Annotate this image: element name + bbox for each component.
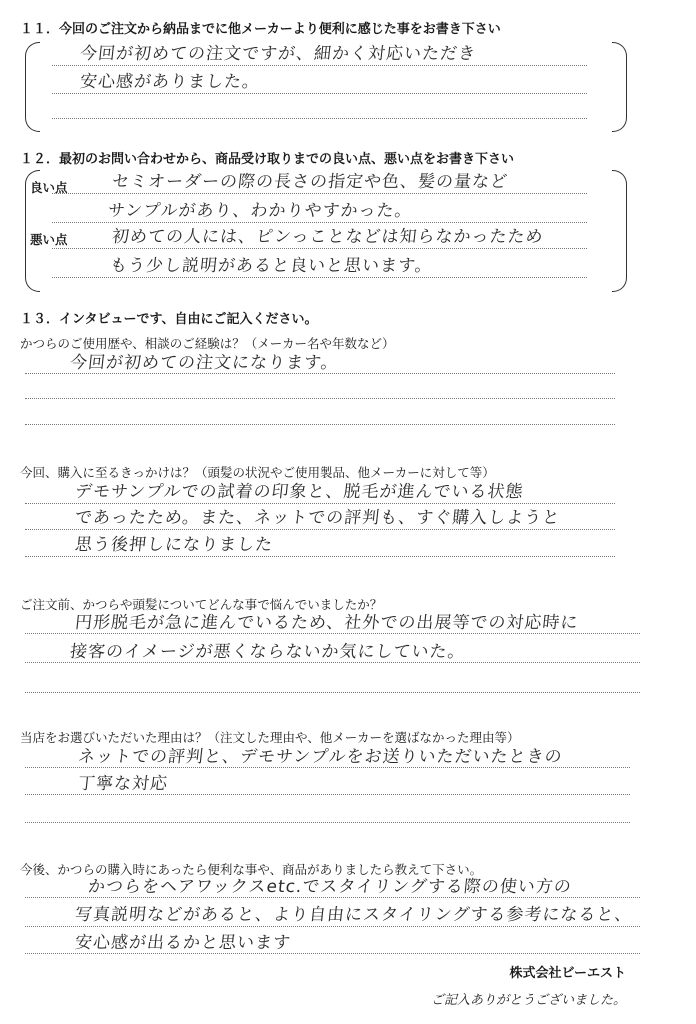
q11-answer-line-2: 安心感がありました。: [79, 72, 262, 92]
answer-line: [52, 193, 587, 194]
company-name: 株式会社ビーエスト: [509, 966, 626, 981]
answer-line: [25, 398, 615, 399]
answer-line: [52, 248, 587, 249]
answer-line: [25, 424, 615, 425]
answer-line: [25, 529, 615, 530]
answer-line: [52, 118, 587, 119]
answer-line: [52, 93, 587, 94]
answer-line: [25, 503, 615, 504]
q13-answer-4-line-1: ネットでの評判と、デモサンプルをお送りいただいたときの: [77, 747, 564, 767]
q11-heading: １１．今回のご注文から納品までに他メーカーより便利に感じた事をお書き下さい: [20, 22, 501, 37]
q12-bad-line-2: もう少し説明があると良いと思います。: [109, 256, 434, 276]
left-bracket: [25, 42, 40, 132]
q13-answer-1-line-1: 今回が初めての注文になります。: [69, 353, 340, 373]
q12-bad-line-1: 初めての人には、ピンっことなどは知らなかったため: [111, 227, 545, 247]
answer-line: [25, 897, 640, 898]
answer-line: [25, 662, 640, 663]
q13-answer-2-line-2: であったため。また、ネットでの評判も、すぐ購入しようと: [74, 508, 562, 528]
q13-question-3: ご注文前、かつらや頭髪についてどんな事で悩んでいましたか？: [20, 597, 383, 612]
q12-heading: １２．最初のお問い合わせから、商品受け取りまでの良い点、悪い点をお書き下さい: [20, 152, 515, 167]
q13-question-2: 今回、購入に至るきっかけは？（頭髪の状況やご使用製品、他メーカーに対して等）: [20, 465, 495, 480]
right-bracket: [612, 170, 627, 292]
answer-line: [52, 65, 587, 66]
q13-question-4: 当店をお選びいただいた理由は？（注文した理由や、他メーカーを選ばなかった理由等）: [20, 730, 520, 745]
answer-line: [25, 556, 615, 557]
answer-line: [25, 692, 640, 693]
right-bracket: [612, 42, 627, 132]
q13-answer-2-line-1: デモサンプルでの試着の印象と、脱毛が進んでいる状態: [74, 482, 525, 502]
q13-answer-5-line-2: 写真説明などがあると、より自由にスタイリングする参考になると、: [74, 905, 634, 925]
answer-line: [52, 277, 587, 278]
answer-line: [25, 926, 640, 927]
q13-heading: １３．インタビューです、自由にご記入ください。: [20, 312, 318, 327]
answer-line: [25, 794, 630, 795]
q12-good-line-1: セミオーダーの際の長さの指定や色、髪の量など: [111, 172, 510, 192]
thank-you-note: ご記入ありがとうございました。: [430, 993, 626, 1008]
q13-answer-2-line-3: 思う後押しになりました: [74, 535, 275, 555]
q12-good-line-2: サンプルがあり、わかりやすかった。: [107, 201, 414, 221]
q11-answer-line-1: 今回が初めての注文ですが、細かく対応いただき: [79, 44, 478, 64]
q13-question-5: 今後、かつらの購入時にあったら便利な事や、商品がありましたら教えて下さい。: [20, 862, 483, 877]
good-points-label: 良い点: [30, 180, 68, 195]
q13-answer-3-line-2: 接客のイメージが悪くならないか気にしていた。: [69, 642, 467, 662]
answer-line: [25, 953, 640, 954]
answer-line: [25, 822, 630, 823]
q13-answer-5-line-3: 安心感が出るかと思います: [74, 933, 293, 953]
answer-line: [25, 633, 640, 634]
q13-question-1: かつらのご使用歴や、相談のご経験は？（メーカー名や年数など）: [20, 336, 395, 351]
q13-answer-5-line-1: かつらをヘアワックスetc.でスタイリングする際の使い方の: [87, 877, 573, 897]
bad-points-label: 悪い点: [30, 232, 68, 247]
q13-answer-3-line-1: 円形脱毛が急に進んでいるため、社外での出展等での対応時に: [74, 613, 580, 633]
answer-line: [25, 767, 630, 768]
answer-line: [25, 373, 615, 374]
answer-line: [52, 222, 587, 223]
q13-answer-4-line-2: 丁寧な対応: [77, 774, 170, 794]
